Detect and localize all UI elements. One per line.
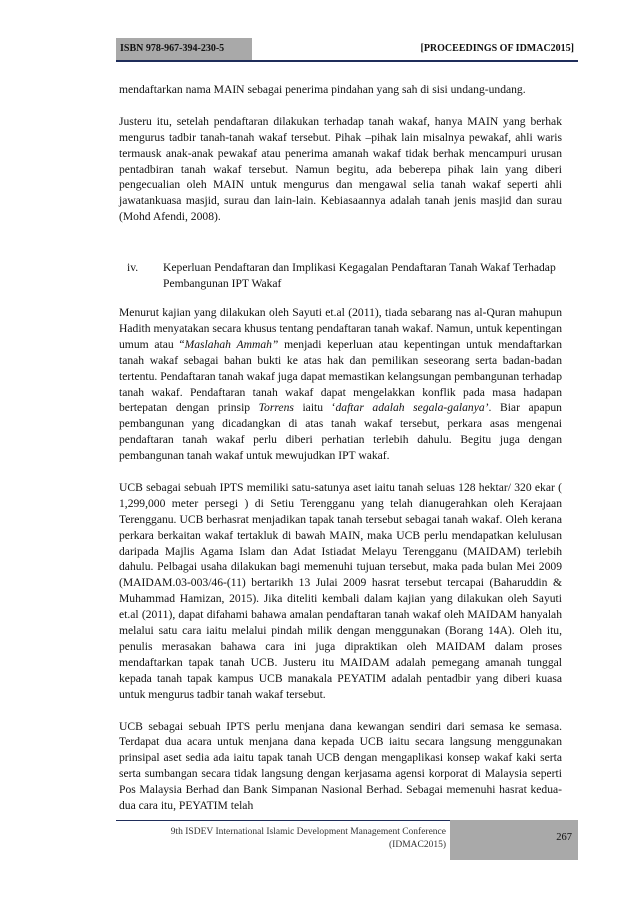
section-number: iv. xyxy=(127,261,139,274)
p3-text-b: menjadi keperluan atau kepentingan untuk mendaftarkan tanah wakaf sebagai bahan bukti ke atas hak dan pemilikan seseorang serta badan-badan tertentu. Pendaftaran tanah wakaf juga dapat memastikan kelangsungan pembangunan terhadap tanah wakaf. Pendaftaran tanah wakaf dapat mengelakkan konflik pada masa hadapan bertepatan dengan prinsip xyxy=(119,337,562,415)
conference-line-2: (IDMAC2015) xyxy=(389,840,446,850)
isbn-box xyxy=(116,38,252,60)
paragraph-3 xyxy=(119,305,562,464)
page-number: 267 xyxy=(556,832,572,843)
proceedings-label: [PROCEEDINGS OF IDMAC2015] xyxy=(420,43,574,54)
isbn-label: ISBN 978-967-394-230-5 xyxy=(120,43,225,54)
conference-name xyxy=(116,826,446,852)
page-number-box xyxy=(450,820,578,860)
paragraph-4: UCB sebagai sebuah IPTS memiliki satu-satunya aset iaitu tanah seluas 128 hektar/ 320 ekar ( 1,299,000 meter persegi ) di Setiu Terengganu yang telah dianugerahkan oleh Kerajaan Terengganu. UCB berhasrat menjadikan tapak tanah tersebut sebagai tanah wakaf. Oleh kerana perkara berkaitan wakaf tertakluk di bawah MAIN, maka UCB perlu mendapatkan kelulusan daripada Majlis Agama Islam dan Adat Istiadat Melayu Terengganu (MAIDAM) terlebih dahulu. Pelbagai usaha dilakukan bagi memenuhi tujuan tersebut, maka pada bulan Mei 2009 (MAIDAM.03-003/46-(11) bertarikh 13 Julai 2009 hasrat tersebut tercapai (Baharuddin & Muhammad Hamizan, 2015). Jika diteliti kembali dalam kajian yang dilakukan oleh Sayuti et.al (2011), dapat difahami bahawa amalan pendaftaran tanah wakaf oleh MAIDAM hanyalah melalui satu cara iaitu melalui pindah milik dengan menggunakan (Borang 14A). Oleh itu, penulis merasakan bahawa cara ini juga dipraktikan oleh MAIDAM dalam proses mendaftarkan tapak tanah UCB. Justeru itu MAIDAM adalah pemegang amanah tunggal kepada tanah tapak kampus UCB manakala PEYATIM adalah pentadbir yang diberi kuasa untuk mengurus tadbir tanah wakaf tersebut. xyxy=(119,480,562,701)
p3-italic-torrens: Torrens xyxy=(258,401,294,415)
p3-italic-daftar: daftar adalah segala-galanya’ xyxy=(335,401,489,415)
section-title: Keperluan Pendaftaran dan Implikasi Kegagalan Pendaftaran Tanah Wakaf Terhadap Pembangunan IPT Wakaf xyxy=(163,261,556,290)
paragraph-2: Justeru itu, setelah pendaftaran dilakukan terhadap tanah wakaf, hanya MAIN yang berhak mengurus tadbir tanah-tanah wakaf tersebut. Pihak –pihak lain misalnya pewakaf, ahli waris termausk anak-anak pewakaf atau penerima amanah wakaf tidak berhak mencampuri urusan pentadbiran tanah wakaf tersebut. Namun begitu, ada beberepa pihak lain yang diberi pengecualian oleh MAIN untuk mengurus dan mengawal selia tanah wakaf seperti ahli jawatankuasa masjid, surau dan lain-lain. Kebiasaannya adalah tanah jenis masjid dan surau (Mohd Afendi, 2008). xyxy=(119,114,562,224)
p3-text-a: Menurut kajian yang dilakukan oleh Sayuti et.al (2011), tiada sebarang nas al-Quran mahupun Hadith menyatakan secara khusus tentang pendaftaran tanah wakaf. Namun, untuk kepentingan umum atau “ xyxy=(119,306,562,351)
top-text xyxy=(119,82,562,225)
page-header xyxy=(116,38,578,62)
paragraph-1: mendaftarkan nama MAIN sebagai penerima pindahan yang sah di sisi undang-undang. xyxy=(119,83,526,96)
p3-italic-maslahah: Maslahah Ammah” xyxy=(184,337,279,351)
conference-line-1: 9th ISDEV International Islamic Development Management Conference xyxy=(170,827,446,837)
p3-text-c: iaitu ‘ xyxy=(293,401,336,415)
page-footer xyxy=(116,820,578,860)
body-text xyxy=(119,305,562,814)
p3-text-d: . Biar apapun pembangunan yang dicadangkan di atas tanah wakaf tersebut, perkara asas mengenai pendaftaran tanah wakaf perlu diberi perhatian terlebih dahulu. Begitu juga dengan pembangunan tanah wakaf untuk mewujudkan IPT wakaf. xyxy=(119,401,562,463)
paragraph-5: UCB sebagai sebuah IPTS perlu menjana dana kewangan sendiri dari semasa ke semasa. Terdapat dua acara untuk menjana dana kepada UCB iaitu secara langsung menggunakan prinsipal aset sedia ada iaitu tapak tanah UCB dengan mengaplikasi konsep wakaf kaki serta serta sumbangan secara tidak langsung dengan kerjasama agensi korporat di Malaysia seperti Pos Malaysia Berhad dan Bank Simpanan Nasional Berhad. Sebagai memenuhi hasrat kedua-dua cara itu, PEYATIM telah xyxy=(119,719,562,813)
